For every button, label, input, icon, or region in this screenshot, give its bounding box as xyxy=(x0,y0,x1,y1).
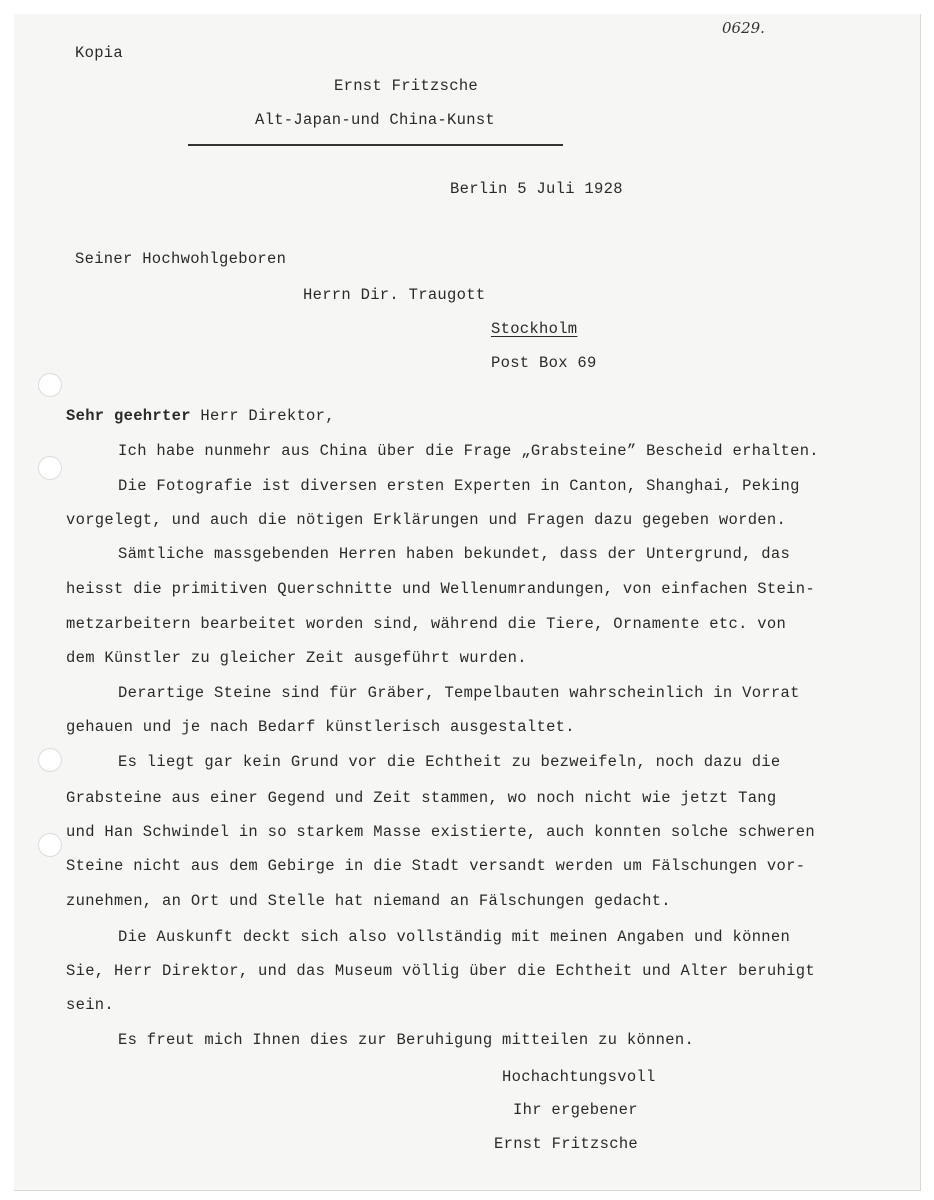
punch-hole xyxy=(38,456,62,480)
closing-secondary: Ihr ergebener xyxy=(513,1101,638,1119)
greeting-opening: Sehr geehrter xyxy=(66,407,191,425)
body-line: Steine nicht aus dem Gebirge in die Stadt versandt werden um Fälschungen vor- xyxy=(66,857,806,875)
signature: Ernst Fritzsche xyxy=(494,1135,639,1153)
body-line: dem Künstler zu gleicher Zeit ausgeführt wurden. xyxy=(66,649,527,667)
recipient-name: Herrn Dir. Traugott xyxy=(303,286,486,304)
greeting xyxy=(66,407,335,425)
archive-number: 0629. xyxy=(722,19,765,37)
body-line: Es freut mich Ihnen dies zur Beruhigung mitteilen zu können. xyxy=(118,1031,695,1049)
copy-label: Kopia xyxy=(75,44,124,62)
recipient-postbox: Post Box 69 xyxy=(491,354,597,372)
body-line: Sämtliche massgebenden Herren haben bekundet, dass der Untergrund, das xyxy=(118,545,791,563)
greeting-address: Herr Direktor, xyxy=(190,407,335,425)
body-line: Ich habe nunmehr aus China über die Frage „Grabsteine” Bescheid erhalten. xyxy=(118,442,819,460)
recipient-city: Stockholm xyxy=(491,320,578,338)
letterhead-subtitle: Alt-Japan-und China-Kunst xyxy=(255,111,496,129)
body-line: vorgelegt, und auch die nötigen Erklärungen und Fragen dazu gegeben worden. xyxy=(66,511,787,529)
punch-hole xyxy=(38,748,62,772)
body-line: Derartige Steine sind für Gräber, Tempelbauten wahrscheinlich in Vorrat xyxy=(118,684,800,702)
body-line: Es liegt gar kein Grund vor die Echtheit zu bezweifeln, noch dazu die xyxy=(118,753,781,771)
closing: Hochachtungsvoll xyxy=(502,1068,656,1086)
body-line: und Han Schwindel in so starkem Masse existierte, auch konnten solche schweren xyxy=(66,823,815,841)
body-line: zunehmen, an Ort und Stelle hat niemand an Fälschungen gedacht. xyxy=(66,892,671,910)
letterhead-rule xyxy=(188,144,563,146)
body-line: gehauen und je nach Bedarf künstlerisch ausgestaltet. xyxy=(66,718,575,736)
body-line: Die Auskunft deckt sich also vollständig mit meinen Angaben und können xyxy=(118,928,791,946)
body-line: Grabsteine aus einer Gegend und Zeit stammen, wo noch nicht wie jetzt Tang xyxy=(66,789,777,807)
punch-hole xyxy=(38,373,62,397)
body-line: metzarbeitern bearbeitet worden sind, während die Tiere, Ornamente etc. von xyxy=(66,615,787,633)
body-line: heisst die primitiven Querschnitte und Wellenumrandungen, von einfachen Stein- xyxy=(66,580,815,598)
date-line: Berlin 5 Juli 1928 xyxy=(450,180,623,198)
body-line: Sie, Herr Direktor, und das Museum völlig über die Echtheit und Alter beruhigt xyxy=(66,962,815,980)
letterhead-name: Ernst Fritzsche xyxy=(334,77,479,95)
punch-hole xyxy=(38,833,62,857)
recipient-salutation: Seiner Hochwohlgeboren xyxy=(75,250,287,268)
body-line: sein. xyxy=(66,996,115,1014)
body-line: Die Fotografie ist diversen ersten Experten in Canton, Shanghai, Peking xyxy=(118,477,800,495)
